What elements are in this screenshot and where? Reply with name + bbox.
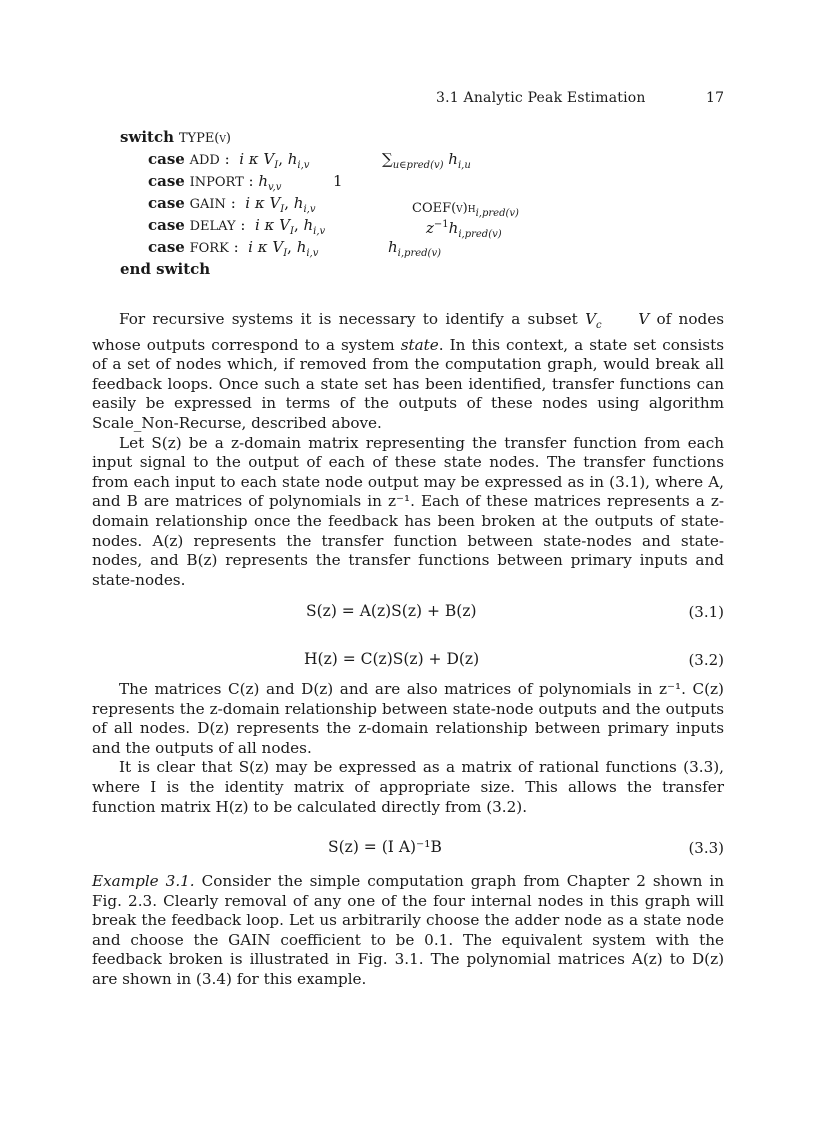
- p1-vc-sub: c: [596, 320, 602, 332]
- case-condition: i κ V: [254, 216, 290, 234]
- case-target: h: [258, 172, 269, 190]
- case-type: DELAY: [189, 219, 236, 234]
- switch-line: [120, 126, 325, 148]
- fork-term: h: [388, 238, 398, 256]
- case-target-sub: i,v: [297, 160, 310, 171]
- sum-term: h: [448, 150, 458, 168]
- paragraph-cd-matrices: The matrices C(z) and D(z) and are also matrices of polynomials in z⁻¹. C(z) represents the z-domain relationship between state-node outputs and the outputs of all nodes. D(z) represents the z-domain relationship between primary inputs and the outputs of all nodes.: [92, 680, 724, 757]
- p1-v: V: [638, 310, 650, 328]
- body-text-2: [92, 680, 724, 817]
- p1-part-b: of nodes whose outputs correspond to a system: [92, 310, 724, 354]
- switch-keyword: switch: [120, 128, 175, 146]
- case-result: [388, 236, 441, 265]
- case-target: h: [293, 194, 304, 212]
- case-condition: i κ V: [245, 194, 281, 212]
- case-result: 1: [333, 172, 343, 190]
- case-condition-sub: I: [280, 204, 285, 215]
- case-condition-sub: I: [290, 226, 294, 237]
- case-target-sub: i,v: [313, 226, 326, 237]
- case-keyword: case: [148, 194, 185, 212]
- case-keyword: case: [148, 238, 185, 256]
- case-target-sub: i,v: [306, 248, 319, 259]
- equation-number-3-2: (3.2): [688, 651, 724, 669]
- paragraph-rational: It is clear that S(z) may be expressed as a matrix of rational functions (3.3), where I is the identity matrix of appropriate size. This allows the transfer function matrix H(z) to be calculated directly from (3.2).: [92, 758, 724, 816]
- delay-exponent: −1: [433, 219, 449, 230]
- p1-part-c: . In this context, a state set consists of a set of nodes which, if removed from the computation graph, would break all feedback loops. Once such a state set has been identified, transfer functions can easily be expressed in terms of the outputs of these nodes using algorithm Scale_Non-Recurse, described above.: [92, 335, 724, 432]
- case-condition-sub: I: [283, 248, 288, 259]
- case-type: ADD: [189, 153, 220, 168]
- paragraph-state-set: [92, 310, 724, 434]
- example-label: Example 3.1.: [92, 872, 195, 890]
- coef-term: COEF(v)h: [412, 201, 476, 216]
- delay-z: z: [426, 219, 434, 237]
- equation-3-3: S(z) = (I A)⁻¹B: [328, 838, 442, 856]
- p1-vc: V: [585, 310, 597, 328]
- equation-3-1: S(z) = A(z)S(z) + B(z): [306, 602, 477, 620]
- case-target-sub: i,v: [303, 204, 316, 215]
- case-keyword: case: [148, 216, 185, 234]
- case-keyword: case: [148, 150, 185, 168]
- case-fork: case FORK : i κ $V_I$, $h_{i,v}$ $h_{i,pred(v)}$: [120, 236, 325, 258]
- case-target: h: [287, 150, 298, 168]
- case-type: GAIN: [189, 197, 226, 212]
- sum-symbol: ∑: [382, 150, 393, 168]
- case-target: h: [303, 216, 314, 234]
- example-paragraph: [92, 872, 724, 990]
- equation-3-2: H(z) = C(z)S(z) + D(z): [304, 650, 480, 668]
- case-type: INPORT: [189, 175, 244, 190]
- case-target-sub: v,v: [268, 182, 282, 193]
- page-number: 17: [706, 90, 725, 106]
- example-block: [92, 872, 724, 990]
- sum-range: u∈pred(v): [392, 160, 444, 171]
- example-text: Consider the simple computation graph from Chapter 2 shown in Fig. 2.3. Clearly removal of any one of the four internal nodes in this graph will break the feedback loop. Let us arbitrarily choose the adder node as a state node and choose the GAIN coefficient to be 0.1. The equivalent system with the feedback broken is illustrated in Fig. 3.1. The polynomial matrices A(z) to D(z) are shown in (3.4) for this example.: [92, 872, 724, 988]
- case-inport: case INPORT : $h_{v,v}$ 1: [148, 172, 343, 193]
- end-switch: end switch: [120, 260, 211, 278]
- delay-term: h: [448, 219, 459, 237]
- switch-argument: TYPE(v): [178, 131, 231, 146]
- paragraph-state-matrix: Let S(z) be a z-domain matrix representing the transfer function from each input signal to the output of each of these state nodes. The transfer functions from each input to each state node output may be expressed as in (3.1), where A, and B are matrices of polynomials in z⁻¹. Each of these matrices represents a z-domain relationship once the feedback has been broken at the outputs of state-nodes. A(z) represents the transfer function between state-nodes and state-nodes, and B(z) represents the transfer functions between primary inputs and state-nodes.: [92, 433, 724, 589]
- case-add: case ADD : i κ $V_I$, $h_{i,v}$ $\sum_{u\in pred(v)}$ $h_{i,u}$: [120, 148, 325, 170]
- p1-state: state: [400, 335, 439, 354]
- equation-number-3-3: (3.3): [688, 839, 724, 857]
- case-type: FORK: [189, 241, 229, 256]
- case-condition-sub: I: [274, 160, 279, 171]
- running-header-section: 3.1 Analytic Peak Estimation: [436, 90, 646, 106]
- case-delay: case DELAY : i κ $V_I$, $h_{i,v}$ $z^{-1}h_{i,pred(v)}$: [120, 214, 325, 236]
- sum-term-sub: i,u: [457, 160, 471, 171]
- body-text-1: [92, 310, 724, 590]
- case-gain: case GAIN : i κ $V_I$, $h_{i,v}$ $COEF(v)h_{i,pred(v)}$: [120, 192, 325, 214]
- p1-part-a: For recursive systems it is necessary to identify a subset: [119, 310, 586, 328]
- case-condition: i κ V: [248, 238, 284, 256]
- case-target: h: [296, 238, 307, 256]
- case-condition: i κ V: [239, 150, 275, 168]
- case-keyword: case: [148, 172, 185, 190]
- fork-term-sub: i,pred(v): [397, 248, 442, 259]
- delay-term-sub: i,pred(v): [458, 229, 502, 240]
- case-result: [382, 148, 471, 177]
- coef-term-sub: i,pred(v): [475, 208, 519, 219]
- equation-number-3-1: (3.1): [688, 603, 724, 621]
